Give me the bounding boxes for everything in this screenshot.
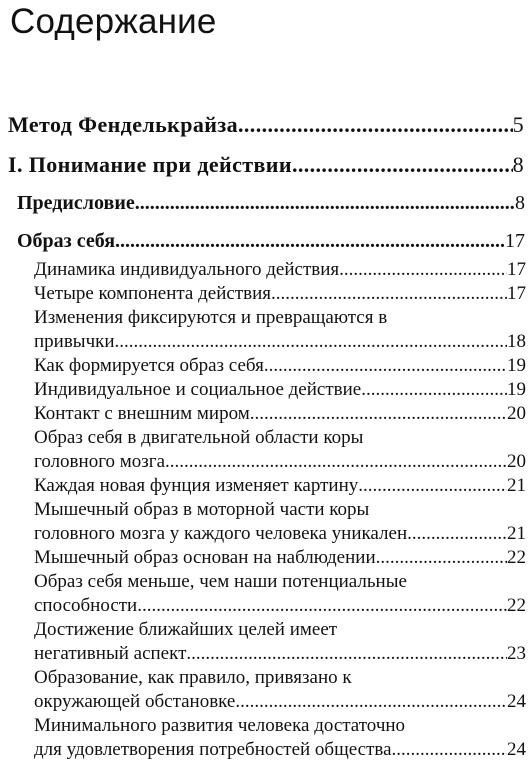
toc-entry-title-line: Образ себя в двигательной области коры: [34, 427, 364, 448]
toc-page-number: 20: [507, 403, 526, 424]
toc-entry-title: Мышечный образ основан на наблюдении: [34, 547, 376, 568]
toc-entry[interactable]: [34, 258, 526, 282]
toc-page-number: 19: [507, 355, 526, 376]
dot-leader: [235, 690, 507, 714]
toc-entry-part-one[interactable]: [8, 153, 524, 177]
toc-page-number: 21: [507, 523, 526, 544]
toc-page-number: 20: [507, 451, 526, 472]
toc-entry-title: Контакт с внешним миром: [34, 403, 250, 424]
dot-leader: [137, 594, 507, 618]
dot-leader: [115, 230, 505, 252]
toc-entry[interactable]: [34, 618, 526, 666]
toc-page-number: 22: [507, 547, 526, 568]
toc-page-number: 8: [512, 152, 524, 177]
toc-entry-title: Каждая новая фунция изменяет картину: [34, 475, 359, 496]
toc-page-number: 17: [507, 283, 526, 304]
toc-entry[interactable]: [34, 714, 526, 762]
toc-entry[interactable]: [34, 474, 526, 498]
dot-leader: [271, 282, 507, 306]
toc-entry[interactable]: [34, 354, 526, 378]
dot-leader: [135, 192, 515, 214]
toc-entry-title-line: Мышечный образ в моторной части коры: [34, 499, 370, 520]
toc-page-number: 19: [507, 379, 526, 400]
dot-leader: [339, 258, 507, 282]
toc-page-number: 22: [507, 595, 526, 616]
dot-leader: [238, 113, 513, 137]
toc-entry-title-line: Минимального развития человека достаточно: [34, 715, 406, 736]
toc-entry-title: Динамика индивидуального действия: [34, 259, 340, 280]
toc-page-number: 8: [515, 192, 525, 214]
toc-entry-title: для удовлетворения потребностей общества: [34, 739, 392, 760]
toc-entry-title: способности: [34, 595, 138, 616]
toc-entry-title: окружающей обстановке: [34, 691, 236, 712]
dot-leader: [264, 354, 507, 378]
toc-entry-self-image[interactable]: [17, 230, 525, 252]
toc-entry-title-line: Достижение ближайших целей имеет: [34, 619, 338, 640]
dot-leader: [358, 474, 507, 498]
toc-entry[interactable]: [34, 306, 526, 354]
toc-entry-title: Четыре компонента действия: [34, 283, 271, 304]
toc-entry[interactable]: [34, 282, 526, 306]
dot-leader: [165, 450, 507, 474]
dot-leader: [376, 546, 507, 570]
toc-entry-title: головного мозга: [34, 451, 166, 472]
dot-leader: [292, 153, 513, 177]
dot-leader: [361, 378, 507, 402]
dot-leader: [392, 738, 507, 762]
toc-entry-title-line: Образ себя меньше, чем наши потенциальные: [34, 571, 407, 592]
toc-page-number: 18: [507, 331, 526, 352]
page-title: Содержание: [10, 2, 217, 41]
toc-page-number: 21: [507, 475, 526, 496]
dot-leader: [186, 642, 507, 666]
dot-leader: [250, 402, 507, 426]
toc-entry-title: I. Понимание при действии: [8, 152, 292, 177]
toc-entry[interactable]: [34, 570, 526, 618]
toc-page-number: 23: [507, 643, 526, 664]
toc-page-number: 17: [507, 259, 526, 280]
toc-entry-method-feldenkrais[interactable]: [8, 113, 524, 137]
dot-leader: [115, 330, 507, 354]
toc-entry-title-line: Образование, как правило, привязано к: [34, 667, 352, 688]
toc-page-number: 5: [512, 112, 524, 137]
toc-entry-title: Образ себя: [17, 230, 116, 252]
toc-entry[interactable]: [34, 426, 526, 474]
toc-entry-title: Предисловие: [17, 192, 135, 214]
toc-entry[interactable]: [34, 378, 526, 402]
toc-entry-title: головного мозга у каждого человека уникален: [34, 523, 408, 544]
toc-entry-title: негативный аспект: [34, 643, 187, 664]
toc-entry-title: Метод Фенделькрайза: [8, 112, 238, 137]
toc-entry[interactable]: [34, 546, 526, 570]
toc-entry-preface[interactable]: [17, 192, 525, 214]
toc-entry-title: Как формируется образ себя: [34, 355, 264, 376]
toc-entry-title-line: Изменения фиксируются и превращаются в: [34, 307, 388, 328]
toc-entry[interactable]: [34, 666, 526, 714]
toc-page-number: 24: [507, 739, 526, 760]
toc-entry[interactable]: [34, 402, 526, 426]
toc-entry[interactable]: [34, 498, 526, 546]
toc-entry-title: привычки: [34, 331, 115, 352]
toc-entry-title: Индивидуальное и социальное действие: [34, 379, 362, 400]
toc-page-number: 17: [505, 230, 525, 252]
toc-page-number: 24: [507, 691, 526, 712]
dot-leader: [407, 522, 507, 546]
